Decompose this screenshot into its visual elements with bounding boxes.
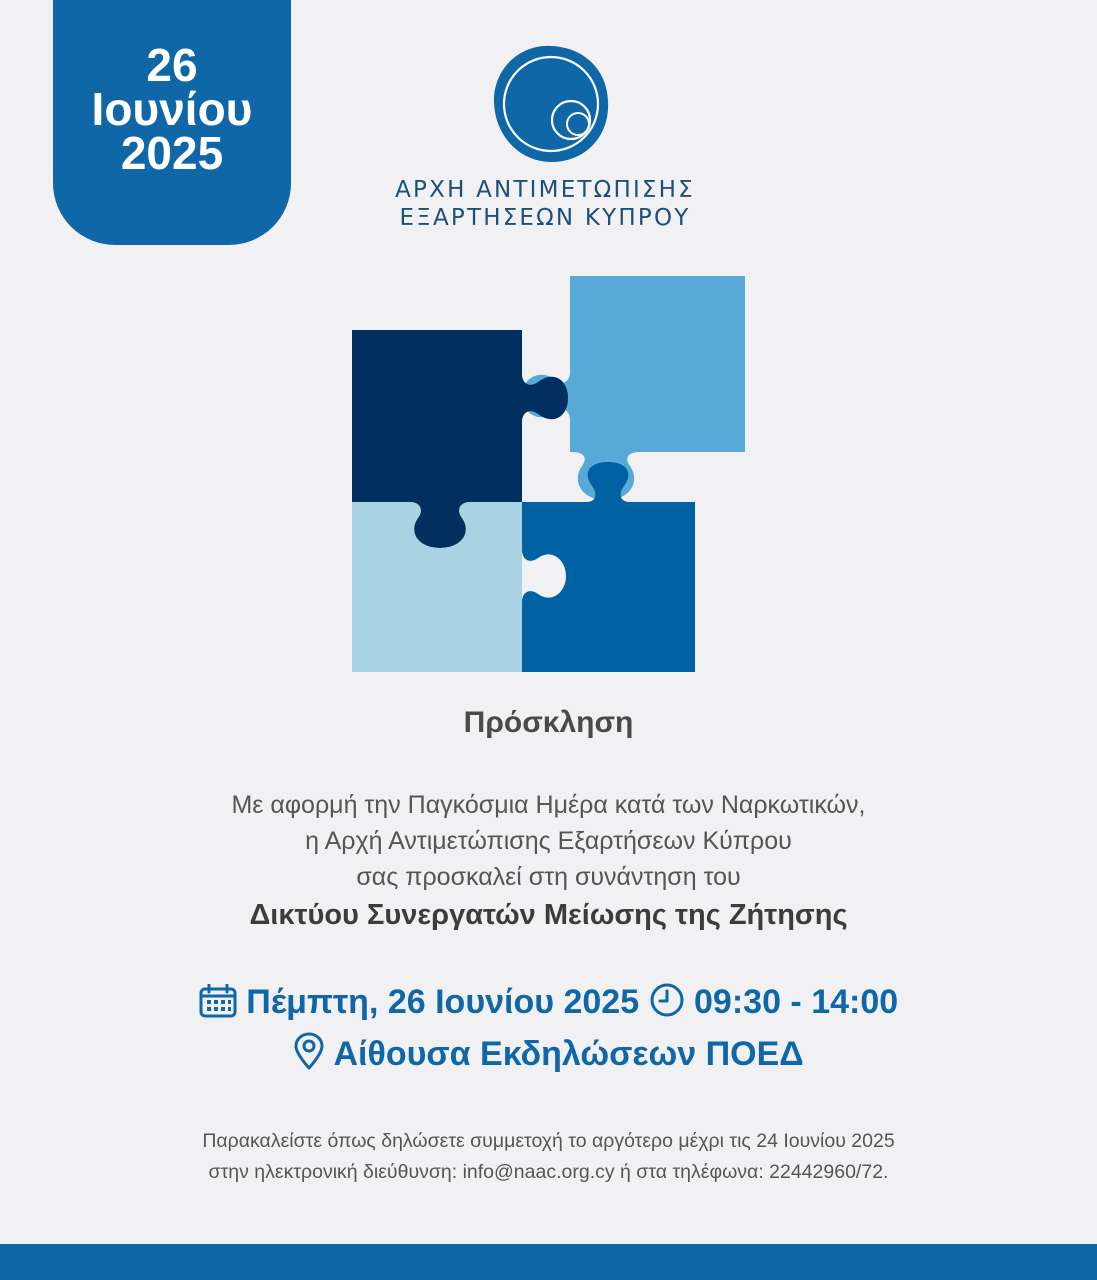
- calendar-icon: [199, 984, 237, 1018]
- invitation-line2: η Αρχή Αντιμετώπισης Εξαρτήσεων Κύπρου: [305, 827, 792, 855]
- rsvp-note-line2: στην ηλεκτρονική διεύθυνση: info@naac.org.cy ή στα τηλέφωνα: 22442960/72.: [208, 1161, 889, 1183]
- invitation-line3: σας προσκαλεί στη συνάντηση του: [356, 863, 741, 891]
- date-day: 26: [146, 38, 198, 91]
- rsvp-note-line1: Παρακαλείστε όπως δηλώσετε συμμετοχή το αργότερο μέχρι τις 24 Ιουνίου 2025: [202, 1130, 895, 1152]
- footer-bar: [0, 1244, 1097, 1280]
- puzzle-piece-bottom-right: [522, 462, 695, 672]
- invitation-body: [0, 787, 1097, 935]
- clock-icon: [649, 982, 685, 1018]
- organization-name-line1: ΑΡΧΗ ΑΝΤΙΜΕΤΩΠΙΣΗΣ: [395, 177, 695, 203]
- organization-name-line2: ΕΞΑΡΤΗΣΕΩΝ ΚΥΠΡΟΥ: [399, 205, 691, 231]
- invitation-line1: Με αφορμή την Παγκόσμια Ημέρα κατά των Ναρκωτικών,: [231, 791, 866, 819]
- invitation-title: Πρόσκληση: [463, 706, 634, 739]
- event-date: Πέμπτη, 26 Ιουνίου 2025: [246, 983, 640, 1021]
- rsvp-note: [0, 1126, 1097, 1188]
- network-name: Δικτύου Συνεργατών Μείωσης της Ζήτησης: [249, 899, 848, 931]
- event-venue: Αίθουσα Εκδηλώσεων ΠΟΕΔ: [333, 1035, 804, 1073]
- date-year: 2025: [120, 126, 224, 179]
- event-venue-line: [0, 1032, 1097, 1076]
- event-datetime: [0, 980, 1097, 1024]
- date-month: Ιουνίου: [91, 82, 253, 135]
- event-time: 09:30 - 14:00: [694, 983, 899, 1021]
- location-pin-icon: [293, 1032, 325, 1070]
